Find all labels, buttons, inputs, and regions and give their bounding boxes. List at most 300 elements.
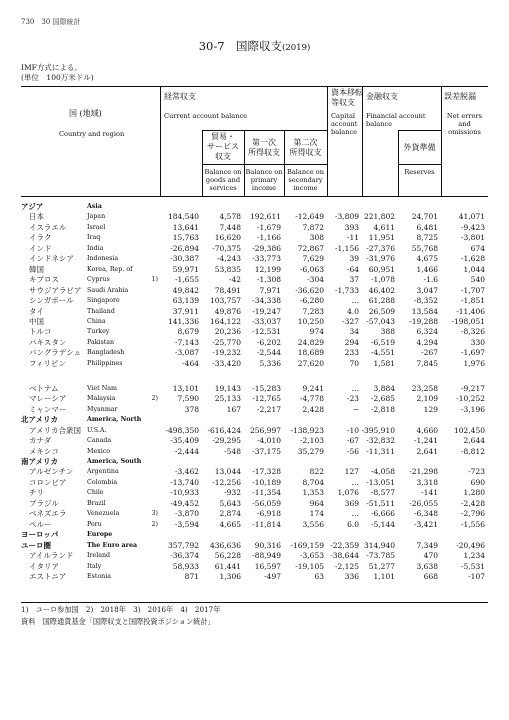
- value-cell: -3,594: [174, 519, 199, 529]
- value-cell: -1,697: [460, 348, 485, 358]
- value-cell: 378: [184, 404, 199, 414]
- value-cell: -3,653: [299, 551, 324, 560]
- country-name-jp: フィリピン: [29, 358, 66, 368]
- value-cell: -198,051: [451, 316, 485, 326]
- value-cell: 7,590: [177, 394, 199, 404]
- value-cell: 1,280: [463, 488, 485, 498]
- col-divider: [160, 86, 161, 196]
- value-cell: 184,540: [167, 212, 199, 222]
- country-name-jp: アメリカ合衆国: [29, 425, 81, 435]
- country-name-jp: コロンビア: [29, 477, 67, 487]
- value-cell: 1,234: [463, 551, 485, 560]
- footnote-marker: 1): [151, 276, 158, 284]
- table-row: [21, 244, 488, 254]
- value-cell: 3,884: [373, 383, 395, 393]
- value-cell: -1,655: [174, 275, 199, 285]
- value-cell: -19,288: [409, 316, 438, 326]
- value-cell: 13,584: [411, 306, 438, 316]
- table-row: [21, 275, 488, 285]
- value-cell: 49,876: [214, 306, 241, 316]
- table-row: [21, 499, 488, 509]
- country-name-jp: 中国: [29, 316, 44, 326]
- value-cell: -10,933: [170, 488, 199, 498]
- country-name-en: Bangladesh: [87, 349, 125, 357]
- col-reserves-jp: 外貨準備: [403, 143, 436, 152]
- country-name-en: Korea, Rep. of: [87, 265, 133, 273]
- value-cell: -2,428: [460, 498, 485, 508]
- value-cell: -56,059: [252, 498, 281, 508]
- value-cell: 2,641: [416, 446, 438, 456]
- value-cell: -88,949: [252, 551, 281, 560]
- table-top-rule: [21, 86, 488, 87]
- value-cell: −: [352, 404, 359, 414]
- value-cell: 1,353: [302, 488, 324, 498]
- table-row: [21, 478, 488, 488]
- value-cell: 26,509: [368, 306, 395, 316]
- value-cell: -11,311: [366, 446, 395, 456]
- value-cell: -6,063: [299, 264, 324, 274]
- country-name-jp: タイ: [29, 306, 44, 316]
- country-name-en: Asia: [87, 203, 102, 210]
- value-cell: -38,644: [330, 551, 359, 560]
- value-cell: 2,109: [416, 394, 438, 404]
- value-cell: 55,768: [411, 243, 438, 253]
- value-cell: -34,338: [252, 296, 281, 305]
- value-cell: -12,531: [252, 327, 281, 337]
- value-cell: 3,318: [416, 477, 438, 487]
- value-cell: -26,055: [409, 498, 438, 508]
- value-cell: …: [351, 477, 359, 487]
- country-name-jp: メキシコ: [29, 446, 59, 456]
- value-cell: 6,481: [416, 222, 438, 232]
- table-row: [21, 307, 488, 317]
- table-row: [21, 212, 488, 222]
- col-divider: [441, 86, 442, 196]
- value-cell: 13,044: [214, 467, 241, 477]
- country-name-jp: エストニア: [29, 571, 67, 581]
- value-cell: -20,496: [456, 540, 485, 550]
- footnote-marker: 2): [151, 520, 158, 528]
- value-cell: 127: [344, 467, 359, 477]
- value-cell: 18,689: [297, 348, 324, 358]
- value-cell: 470: [423, 551, 438, 560]
- value-cell: 871: [184, 571, 199, 581]
- value-cell: 58,933: [172, 561, 199, 571]
- country-name-jp: 北アメリカ: [21, 415, 58, 425]
- country-name-jp: パキスタン: [29, 337, 67, 347]
- country-name-jp: イスラエル: [29, 222, 67, 232]
- col-primary-jp: 第一次 所得収支: [248, 138, 280, 157]
- value-cell: -138,923: [290, 425, 324, 435]
- country-name-en: Indonesia: [87, 255, 119, 263]
- value-cell: 336: [344, 571, 359, 581]
- table-row: [21, 488, 488, 498]
- value-cell: -2,796: [460, 509, 485, 519]
- value-cell: 1,076: [337, 488, 359, 498]
- col-financial-en: Financial account balance: [366, 112, 426, 128]
- value-cell: 314,940: [363, 540, 395, 550]
- value-cell: 53,835: [214, 264, 241, 274]
- value-cell: 39: [349, 254, 359, 264]
- value-cell: -2,444: [174, 446, 199, 456]
- col-divider: [398, 130, 399, 196]
- value-cell: -67: [346, 436, 359, 446]
- table-row: [21, 338, 488, 348]
- value-cell: 90,316: [254, 540, 281, 550]
- value-cell: 27,620: [297, 358, 324, 368]
- value-cell: 369: [344, 498, 359, 508]
- value-cell: -23: [346, 394, 359, 404]
- value-cell: -64: [346, 264, 359, 274]
- value-cell: 35,279: [297, 446, 324, 456]
- value-cell: -169,159: [290, 540, 324, 550]
- unit-note: (単位 100万米ドル): [21, 73, 94, 82]
- region-row: [21, 530, 488, 540]
- value-cell: 540: [470, 275, 485, 285]
- header-subrule: [202, 164, 327, 165]
- value-cell: -10,189: [252, 477, 281, 487]
- value-cell: -2,103: [299, 436, 324, 446]
- country-name-jp: 南アメリカ: [21, 457, 58, 466]
- value-cell: 5,336: [259, 358, 281, 368]
- col-country-en: Country and region: [59, 130, 125, 138]
- value-cell: 70: [349, 358, 359, 368]
- value-cell: -327: [342, 316, 359, 326]
- country-name-jp: ヨーロッパ: [21, 530, 59, 540]
- value-cell: 19,143: [214, 383, 241, 393]
- value-cell: -3,196: [460, 404, 485, 414]
- value-cell: 141,336: [167, 316, 199, 326]
- value-cell: -33,773: [252, 254, 281, 264]
- value-cell: -56: [346, 446, 359, 456]
- value-cell: 60,951: [368, 264, 395, 274]
- value-cell: -21,298: [409, 467, 438, 477]
- value-cell: 46,402: [368, 285, 395, 295]
- table-row: [21, 572, 488, 582]
- value-cell: 63: [314, 571, 324, 581]
- value-cell: -3,421: [413, 519, 438, 529]
- value-cell: -8,326: [460, 327, 485, 337]
- value-cell: -12,649: [295, 212, 324, 222]
- country-name-en: U.S.A.: [87, 426, 107, 434]
- value-cell: -107: [468, 571, 485, 581]
- value-cell: -3,870: [174, 509, 199, 519]
- country-name-en: India: [87, 244, 104, 252]
- value-cell: -8,812: [460, 446, 485, 456]
- value-cell: 13,101: [172, 383, 199, 393]
- value-cell: 1,466: [416, 264, 438, 274]
- country-name-en: Cyprus: [87, 276, 110, 284]
- col-financial-jp: 金融収支: [366, 92, 398, 101]
- title-year: (2019): [282, 43, 311, 53]
- value-cell: …: [351, 383, 359, 393]
- value-cell: 1,101: [373, 571, 395, 581]
- country-name-jp: 日本: [29, 212, 44, 222]
- value-cell: 3,047: [416, 285, 438, 295]
- country-name-jp: ブラジル: [29, 498, 59, 508]
- value-cell: -35,409: [170, 436, 199, 446]
- col-current-jp: 経常収支: [164, 92, 196, 101]
- header-subrule: [202, 130, 327, 131]
- country-name-jp: イタリア: [29, 561, 59, 571]
- value-cell: -32,832: [366, 436, 395, 446]
- country-name-en: Argentina: [87, 468, 119, 476]
- value-cell: 24,701: [411, 212, 438, 222]
- col-errors-jp: 誤差脱漏: [444, 92, 476, 101]
- country-name-en: Singapore: [87, 297, 120, 304]
- table-row: [21, 509, 488, 519]
- value-cell: 6,324: [416, 327, 438, 337]
- value-cell: -13,051: [366, 477, 395, 487]
- value-cell: -1,556: [460, 519, 485, 529]
- value-cell: -304: [307, 275, 324, 285]
- value-cell: 49,842: [172, 285, 199, 295]
- value-cell: -9,217: [460, 383, 485, 393]
- col-country-jp: 国 (地域): [69, 109, 102, 118]
- country-name-en: Estonia: [87, 572, 111, 580]
- value-cell: 7,872: [302, 222, 324, 232]
- value-cell: 164,122: [209, 316, 241, 326]
- value-cell: -19,247: [252, 306, 281, 316]
- country-name-jp: アルゼンチン: [29, 467, 74, 477]
- country-name-en: America, South: [87, 458, 142, 465]
- value-cell: 37,911: [172, 306, 199, 316]
- country-name-en: Italy: [87, 562, 102, 570]
- country-name-jp: ベトナム: [29, 383, 59, 393]
- table-row: [21, 467, 488, 477]
- country-name-en: Turkey: [87, 328, 110, 336]
- table-row: [21, 436, 488, 446]
- value-cell: -11,814: [252, 519, 281, 529]
- value-cell: 7,283: [302, 306, 324, 316]
- value-cell: 9,241: [302, 383, 324, 393]
- country-name-jp: アジア: [21, 202, 44, 211]
- value-cell: -30,387: [170, 254, 199, 264]
- value-cell: 61,441: [214, 561, 241, 571]
- value-cell: -12,256: [212, 477, 241, 487]
- country-name-en: The Euro area: [87, 541, 138, 549]
- table-bottom-rule: [21, 602, 488, 603]
- value-cell: -5,531: [460, 561, 485, 571]
- value-cell: 192,611: [249, 212, 281, 222]
- value-cell: -3,462: [174, 467, 199, 477]
- value-cell: 8,704: [302, 477, 324, 487]
- value-cell: 357,792: [167, 540, 199, 550]
- value-cell: 6.0: [347, 519, 359, 529]
- value-cell: 1,581: [373, 358, 395, 368]
- country-name-jp: シンガポール: [29, 296, 74, 305]
- value-cell: -1.6: [423, 275, 438, 285]
- value-cell: -1,166: [256, 233, 281, 243]
- value-cell: 16,597: [254, 561, 281, 571]
- value-cell: 3,638: [416, 561, 438, 571]
- value-cell: 1,306: [219, 571, 241, 581]
- country-name-jp: ペルー: [29, 519, 52, 529]
- value-cell: -70,375: [212, 243, 241, 253]
- country-name-jp: チリ: [29, 488, 44, 498]
- table-row: [21, 520, 488, 530]
- value-cell: -9,423: [460, 222, 485, 232]
- value-cell: -464: [182, 358, 199, 368]
- value-cell: -2,544: [256, 348, 281, 358]
- value-cell: 4,665: [219, 519, 241, 529]
- value-cell: 822: [309, 467, 324, 477]
- value-cell: 4,294: [416, 337, 438, 347]
- value-cell: -49,452: [170, 498, 199, 508]
- value-cell: 63,139: [172, 296, 199, 305]
- table-row: [21, 394, 488, 404]
- value-cell: -29,295: [212, 436, 241, 446]
- col-capital-jp: 資本移転 等収支: [331, 88, 363, 107]
- table-row: [21, 384, 488, 394]
- country-name-en: Venezuela: [87, 510, 120, 518]
- country-name-en: Chile: [87, 489, 104, 497]
- col-goods-en: Balance on goods and services: [204, 168, 242, 192]
- page-title: [0, 38, 509, 54]
- country-name-jp: ユーロ圏: [21, 540, 51, 550]
- footnote-marker: 3): [151, 510, 158, 518]
- table-row: [21, 286, 488, 296]
- value-cell: -548: [224, 446, 241, 456]
- value-cell: 56,228: [214, 551, 241, 560]
- value-cell: -1,733: [334, 285, 359, 295]
- value-cell: -2,217: [256, 404, 281, 414]
- value-cell: 7,845: [416, 358, 438, 368]
- value-cell: 2,644: [463, 436, 485, 446]
- value-cell: -2,818: [370, 404, 395, 414]
- table-row: [21, 233, 488, 243]
- value-cell: -42: [228, 275, 241, 285]
- value-cell: -33,420: [212, 358, 241, 368]
- value-cell: 7,629: [302, 254, 324, 264]
- value-cell: 78,491: [214, 285, 241, 295]
- title-text: 30-7 国際収支: [198, 39, 283, 53]
- value-cell: 25,133: [214, 394, 241, 404]
- value-cell: 4,578: [219, 212, 241, 222]
- value-cell: -11,354: [252, 488, 281, 498]
- value-cell: 167: [226, 404, 241, 414]
- value-cell: -10: [346, 425, 359, 435]
- value-cell: 393: [344, 222, 359, 232]
- value-cell: …: [351, 296, 359, 305]
- value-cell: -73,785: [366, 551, 395, 560]
- country-name-en: Iraq: [87, 234, 101, 242]
- country-name-en: Thailand: [87, 307, 115, 315]
- value-cell: -8,577: [370, 488, 395, 498]
- value-cell: 59,971: [172, 264, 199, 274]
- value-cell: -7,143: [174, 337, 199, 347]
- value-cell: -12,765: [252, 394, 281, 404]
- value-cell: 8,725: [416, 233, 438, 243]
- country-name-en: Europe: [87, 531, 113, 539]
- value-cell: -57,043: [366, 316, 395, 326]
- country-name-jp: キプロス: [29, 275, 59, 285]
- value-cell: -4,778: [299, 394, 324, 404]
- value-cell: 4,660: [416, 425, 438, 435]
- country-name-jp: アイルランド: [29, 551, 74, 560]
- header-subrule: [398, 164, 441, 165]
- table-row: [21, 223, 488, 233]
- value-cell: 964: [309, 498, 324, 508]
- value-cell: 2,428: [302, 404, 324, 414]
- country-name-en: America, North: [87, 416, 142, 424]
- value-cell: 102,450: [453, 425, 485, 435]
- table-row: [21, 296, 488, 306]
- value-cell: 174: [309, 509, 324, 519]
- value-cell: -1,156: [334, 243, 359, 253]
- value-cell: -33,037: [252, 316, 281, 326]
- value-cell: -6,918: [256, 509, 281, 519]
- value-cell: -8,352: [413, 296, 438, 305]
- value-cell: -3,087: [174, 348, 199, 358]
- value-cell: 129: [423, 404, 438, 414]
- value-cell: 4,675: [416, 254, 438, 264]
- value-cell: -19,105: [295, 561, 324, 571]
- value-cell: 7,448: [219, 222, 241, 232]
- value-cell: -6,666: [370, 509, 395, 519]
- value-cell: -4,010: [256, 436, 281, 446]
- value-cell: -2,125: [334, 561, 359, 571]
- value-cell: 8,679: [177, 327, 199, 337]
- value-cell: 294: [344, 337, 359, 347]
- value-cell: 103,757: [209, 296, 241, 305]
- value-cell: 3,556: [302, 519, 324, 529]
- value-cell: -723: [468, 467, 485, 477]
- value-cell: 13,641: [172, 222, 199, 232]
- country-name-jp: マレーシア: [29, 394, 67, 404]
- value-cell: -3,801: [460, 233, 485, 243]
- col-errors-en: Net errors and omissions: [446, 112, 483, 136]
- table-row: [21, 327, 488, 337]
- value-cell: -10,252: [456, 394, 485, 404]
- value-cell: -36,620: [295, 285, 324, 295]
- value-cell: -498,350: [165, 425, 199, 435]
- col-primary-en: Balance on primary income: [245, 168, 283, 192]
- value-cell: 388: [380, 327, 395, 337]
- value-cell: 221,802: [363, 212, 395, 222]
- value-cell: -1,851: [460, 296, 485, 305]
- col-secondary-jp: 第二次 所得収支: [289, 138, 322, 157]
- value-cell: -31,976: [366, 254, 395, 264]
- value-cell: 4.0: [347, 306, 359, 316]
- value-cell: -3,809: [334, 212, 359, 222]
- value-cell: -19,232: [212, 348, 241, 358]
- value-cell: 16,620: [214, 233, 241, 243]
- value-cell: 668: [423, 571, 438, 581]
- value-cell: 436,636: [209, 540, 241, 550]
- value-cell: -1,707: [460, 285, 485, 295]
- value-cell: 330: [470, 337, 485, 347]
- value-cell: 34: [349, 327, 359, 337]
- value-cell: 23,258: [411, 383, 438, 393]
- country-name-jp: 韓国: [29, 264, 44, 274]
- country-name-en: Brazil: [87, 499, 106, 507]
- col-reserves-en: Reserves: [404, 168, 435, 176]
- value-cell: -22,359: [330, 540, 359, 550]
- country-name-en: Japan: [87, 213, 106, 221]
- value-cell: -4,551: [370, 348, 395, 358]
- table-row: [21, 359, 488, 369]
- col-current-en: Current account balance: [164, 112, 248, 120]
- table-row: [21, 317, 488, 327]
- country-name-en: Canada: [87, 437, 112, 445]
- value-cell: 1,976: [463, 358, 485, 368]
- country-name-en: Ireland: [87, 552, 111, 559]
- country-name-en: Colombia: [87, 478, 118, 486]
- region-row: [21, 457, 488, 467]
- value-cell: -6,202: [256, 337, 281, 347]
- col-divider: [327, 86, 328, 196]
